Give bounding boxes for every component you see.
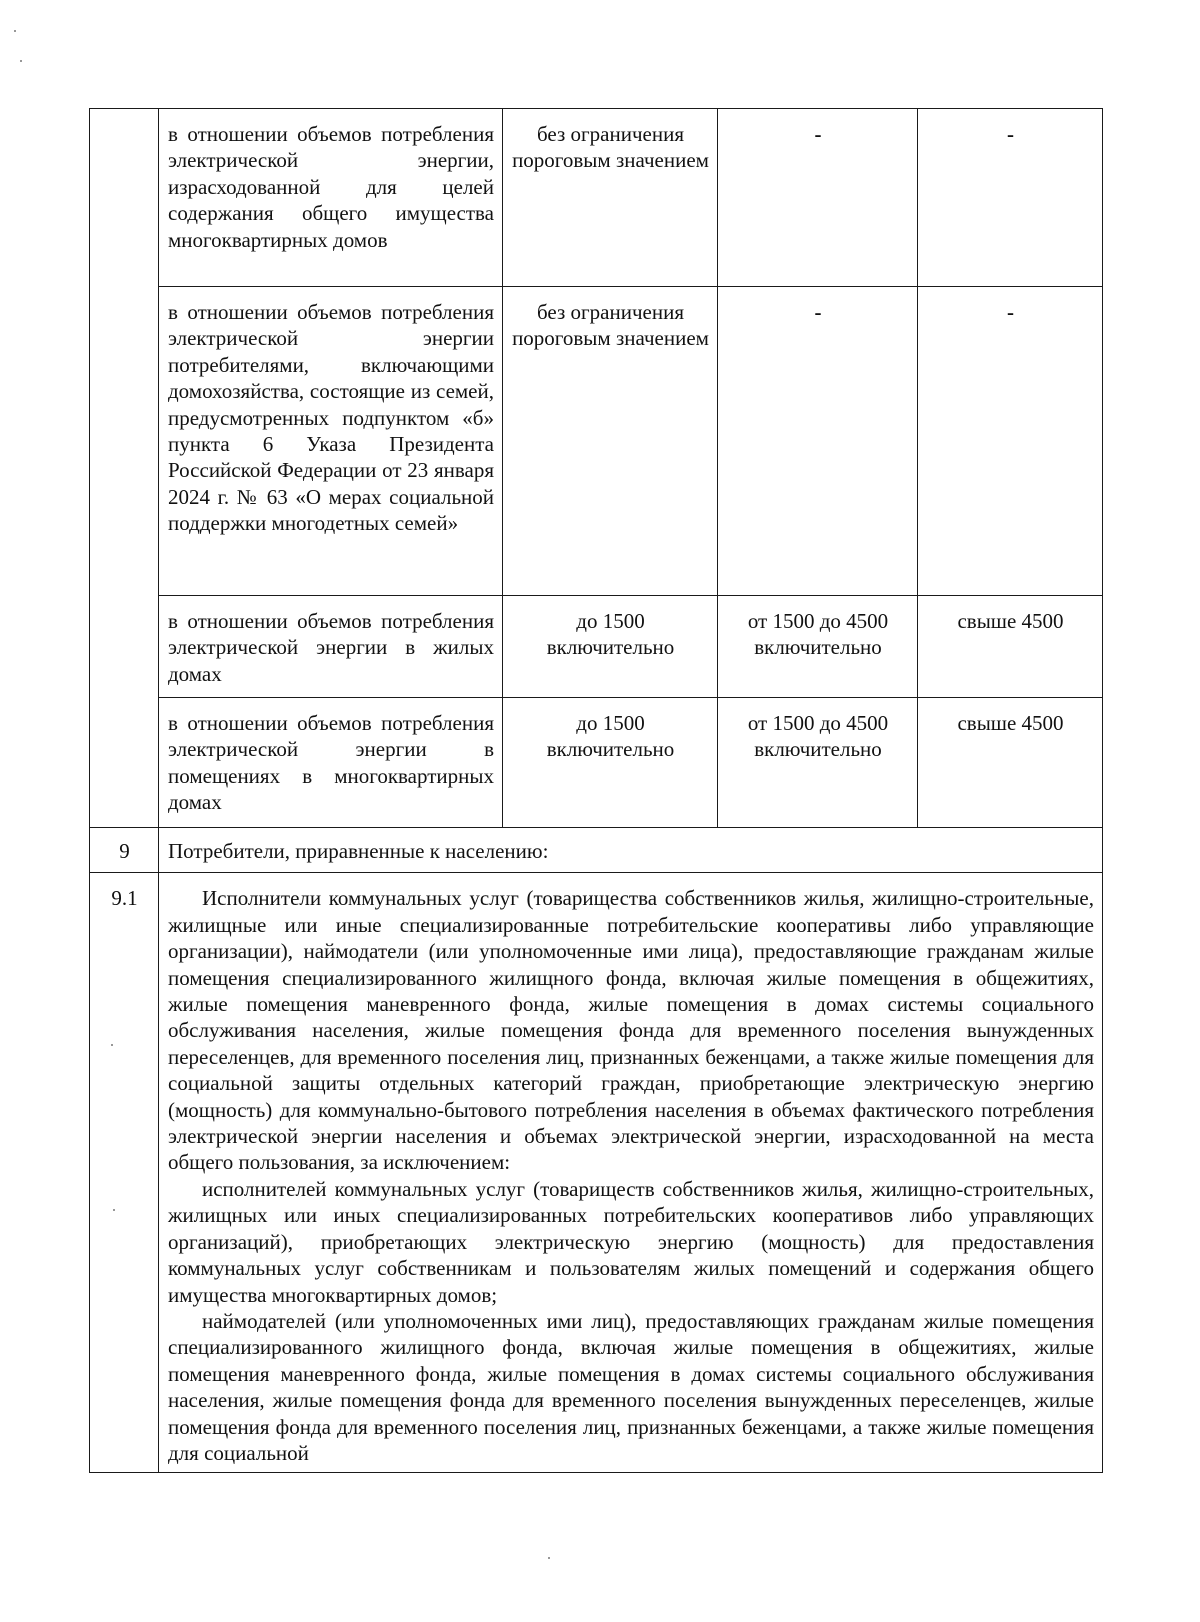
- section-number: 9.1: [90, 873, 159, 1473]
- row-description: в отношении объемов потребления электрической энергии, израсходованной для целей содержания общего имущества многоквартирных домов: [159, 109, 503, 287]
- row-description: в отношении объемов потребления электрической энергии в помещениях в многоквартирных домах: [159, 698, 503, 828]
- threshold-value-2: от 1500 до 4500 включительно: [718, 698, 918, 828]
- section-row-9-1: [90, 873, 1103, 1473]
- threshold-value-1: до 1500 включительно: [503, 596, 718, 698]
- threshold-value-3: свыше 4500: [918, 698, 1103, 828]
- threshold-value-2: -: [718, 109, 918, 287]
- row-number-cell: [90, 109, 159, 828]
- table-row: [90, 109, 1103, 287]
- threshold-value-3: свыше 4500: [918, 596, 1103, 698]
- scan-speck: [14, 30, 16, 32]
- section-row-9: [90, 828, 1103, 873]
- scan-speck: [113, 1209, 115, 1211]
- body-paragraph: исполнителей коммунальных услуг (товариществ собственников жилья, жилищно-строительных, жилищных или иных специализированных потребительских кооперативов либо управляющих организаций), приобретающих электрическую энергию (мощность) для предоставления коммунальных услуг собственникам и пользователям жилых помещений и содержания общего имущества многоквартирных домов;: [168, 1176, 1094, 1307]
- threshold-value-2: от 1500 до 4500 включительно: [718, 596, 918, 698]
- scan-speck: [548, 1557, 550, 1559]
- tariff-table: [89, 108, 1103, 1473]
- section-number: 9: [90, 828, 159, 873]
- table-row: [90, 698, 1103, 828]
- threshold-value-3: -: [918, 287, 1103, 596]
- threshold-value-2: -: [718, 287, 918, 596]
- threshold-value-1: без ограничения пороговым значением: [503, 287, 718, 596]
- table-row: [90, 287, 1103, 596]
- body-paragraph: Исполнители коммунальных услуг (товарищества собственников жилья, жилищно-строительные, жилищные или иные специализированные потребительские кооперативы либо управляющие организации), наймодатели (или уполномоченные ими лица), предоставляющие гражданам жилые помещения специализированного жилищного фонда, включая жилые помещения в общежитиях, жилые помещения маневренного фонда, жилые помещения в домах системы социального обслуживания населения, жилые помещения фонда для временного поселения вынужденных переселенцев, для временного поселения лиц, признанных беженцами, а также жилые помещения для социальной защиты отдельных категорий граждан, приобретающие электрическую энергию (мощность) для коммунально-бытового потребления населения в объемах фактического потребления электрической энергии населения и объемах электрической энергии, израсходованной на места общего пользования, за исключением:: [168, 886, 1094, 1175]
- row-description: в отношении объемов потребления электрической энергии в жилых домах: [159, 596, 503, 698]
- section-title: Потребители, приравненные к населению:: [159, 828, 1103, 873]
- row-description: в отношении объемов потребления электрической энергии потребителями, включающими домохозяйства, состоящие из семей, предусмотренных подпунктом «б» пункта 6 Указа Президента Российской Федерации от 23 января 2024 г. № 63 «О мерах социальной поддержки многодетных семей»: [159, 287, 503, 596]
- threshold-value-1: без ограничения пороговым значением: [503, 109, 718, 287]
- scan-speck: [111, 1044, 113, 1046]
- threshold-value-1: до 1500 включительно: [503, 698, 718, 828]
- threshold-value-3: -: [918, 109, 1103, 287]
- scan-speck: [20, 60, 22, 62]
- section-body: [159, 873, 1103, 1473]
- body-paragraph: наймодателей (или уполномоченных ими лиц), предоставляющих гражданам жилые помещения специализированного жилищного фонда, включая жилые помещения в общежитиях, жилые помещения маневренного фонда, жилые помещения в домах системы социального обслуживания населения, жилые помещения фонда для временного поселения вынужденных переселенцев, жилые помещения фонда для временного поселения лиц, признанных беженцами, а также жилые помещения для социальной: [168, 1308, 1094, 1465]
- table-row: [90, 596, 1103, 698]
